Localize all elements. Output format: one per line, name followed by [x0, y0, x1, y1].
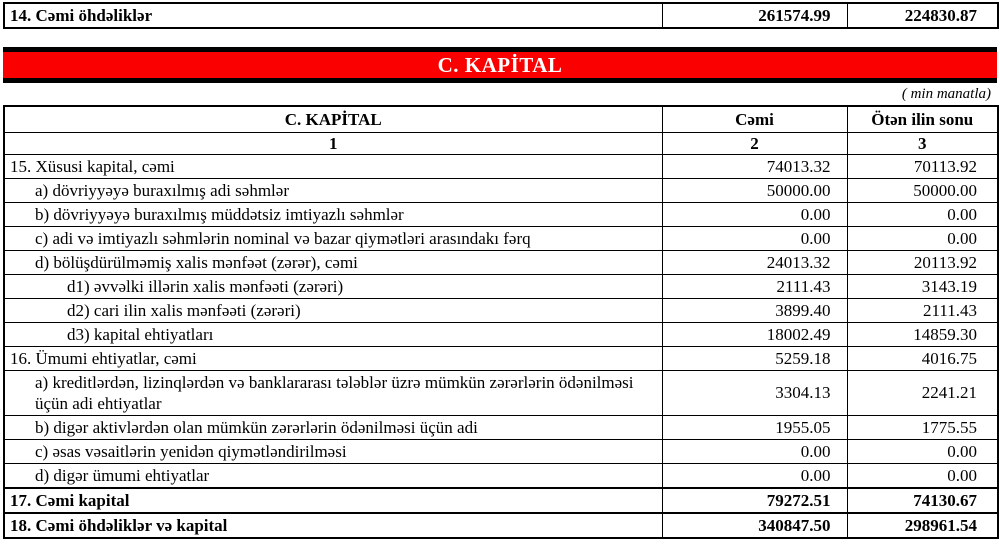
row-value-cemi: 0.00	[662, 463, 847, 488]
column-number-1: 1	[4, 132, 662, 154]
row-value-oten-ilin-sonu: 50000.00	[847, 178, 998, 202]
table-row	[4, 154, 998, 178]
row-value-cemi: 18002.49	[662, 322, 847, 346]
row-label: d) digər ümumi ehtiyatlar	[4, 463, 662, 488]
row-label: d3) kapital ehtiyatları	[4, 322, 662, 346]
row-value-oten-ilin-sonu: 0.00	[847, 439, 998, 463]
row-label: 18. Cəmi öhdəliklər və kapital	[4, 513, 662, 538]
row-value-cemi: 0.00	[662, 226, 847, 250]
row-value-oten-ilin-sonu: 70113.92	[847, 154, 998, 178]
row-label: d) bölüşdürülməmiş xalis mənfəət (zərər), cəmi	[4, 250, 662, 274]
row-label: a) dövriyyəyə buraxılmış adi səhmlər	[4, 178, 662, 202]
column-number-3: 3	[847, 132, 998, 154]
row-value-cemi: 261574.99	[662, 3, 847, 28]
header-col1: C. KAPİTAL	[4, 106, 662, 132]
table-row	[4, 439, 998, 463]
table-row	[4, 3, 998, 28]
row-label: d1) əvvəlki illərin xalis mənfəəti (zərəri)	[4, 274, 662, 298]
table-row	[4, 513, 998, 538]
table-row	[4, 346, 998, 370]
unit-note: ( min manatla)	[901, 86, 991, 102]
table-row	[4, 178, 998, 202]
table-row	[4, 415, 998, 439]
row-label: b) digər aktivlərdən olan mümkün zərərlərin ödənilməsi üçün adi	[4, 415, 662, 439]
row-value-cemi: 24013.32	[662, 250, 847, 274]
row-value-cemi: 79272.51	[662, 488, 847, 513]
column-number-2: 2	[662, 132, 847, 154]
row-value-cemi: 1955.05	[662, 415, 847, 439]
row-value-oten-ilin-sonu: 0.00	[847, 463, 998, 488]
table-row	[4, 370, 998, 415]
row-value-oten-ilin-sonu: 2111.43	[847, 298, 998, 322]
row-value-oten-ilin-sonu: 74130.67	[847, 488, 998, 513]
row-value-oten-ilin-sonu: 4016.75	[847, 346, 998, 370]
header-col2: Cəmi	[662, 106, 847, 132]
row-label: 16. Ümumi ehtiyatlar, cəmi	[4, 346, 662, 370]
row-value-cemi: 340847.50	[662, 513, 847, 538]
row-label: a) kreditlərdən, lizinqlərdən və banklararası tələblər üzrə mümkün zərərlərin ödənilməsi üçün adi ehtiyatlar	[4, 370, 662, 415]
table-row	[4, 274, 998, 298]
row-label: c) adi və imtiyazlı səhmlərin nominal və bazar qiymətləri arasındakı fərq	[4, 226, 662, 250]
row-value-cemi: 0.00	[662, 202, 847, 226]
row-value-cemi: 50000.00	[662, 178, 847, 202]
section-title: C. KAPİTAL	[437, 53, 563, 77]
table-row	[4, 202, 998, 226]
row-value-oten-ilin-sonu: 2241.21	[847, 370, 998, 415]
row-value-oten-ilin-sonu: 1775.55	[847, 415, 998, 439]
table-row	[4, 322, 998, 346]
row-label: b) dövriyyəyə buraxılmış müddətsiz imtiyazlı səhmlər	[4, 202, 662, 226]
row-value-cemi: 74013.32	[662, 154, 847, 178]
capital-table-body	[4, 154, 998, 538]
row-value-oten-ilin-sonu: 224830.87	[847, 3, 998, 28]
row-value-cemi: 0.00	[662, 439, 847, 463]
capital-table	[3, 105, 999, 539]
row-label: 15. Xüsusi kapital, cəmi	[4, 154, 662, 178]
row-value-oten-ilin-sonu: 298961.54	[847, 513, 998, 538]
previous-section-table	[3, 2, 999, 29]
row-value-oten-ilin-sonu: 14859.30	[847, 322, 998, 346]
row-label: c) əsas vəsaitlərin yenidən qiymətləndirilməsi	[4, 439, 662, 463]
row-value-cemi: 2111.43	[662, 274, 847, 298]
row-value-oten-ilin-sonu: 0.00	[847, 202, 998, 226]
header-col3: Ötən ilin sonu	[847, 106, 998, 132]
row-value-oten-ilin-sonu: 20113.92	[847, 250, 998, 274]
table-row	[4, 298, 998, 322]
row-value-oten-ilin-sonu: 0.00	[847, 226, 998, 250]
table-row	[4, 226, 998, 250]
row-value-oten-ilin-sonu: 3143.19	[847, 274, 998, 298]
table-header-row	[4, 106, 998, 132]
row-value-cemi: 5259.18	[662, 346, 847, 370]
row-label: 17. Cəmi kapital	[4, 488, 662, 513]
table-row	[4, 250, 998, 274]
column-numbers-row	[4, 132, 998, 154]
section-banner	[3, 47, 997, 83]
row-label: 14. Cəmi öhdəliklər	[4, 3, 662, 28]
table-row	[4, 463, 998, 488]
row-value-cemi: 3304.13	[662, 370, 847, 415]
table-row	[4, 488, 998, 513]
row-label: d2) cari ilin xalis mənfəəti (zərəri)	[4, 298, 662, 322]
row-value-cemi: 3899.40	[662, 298, 847, 322]
